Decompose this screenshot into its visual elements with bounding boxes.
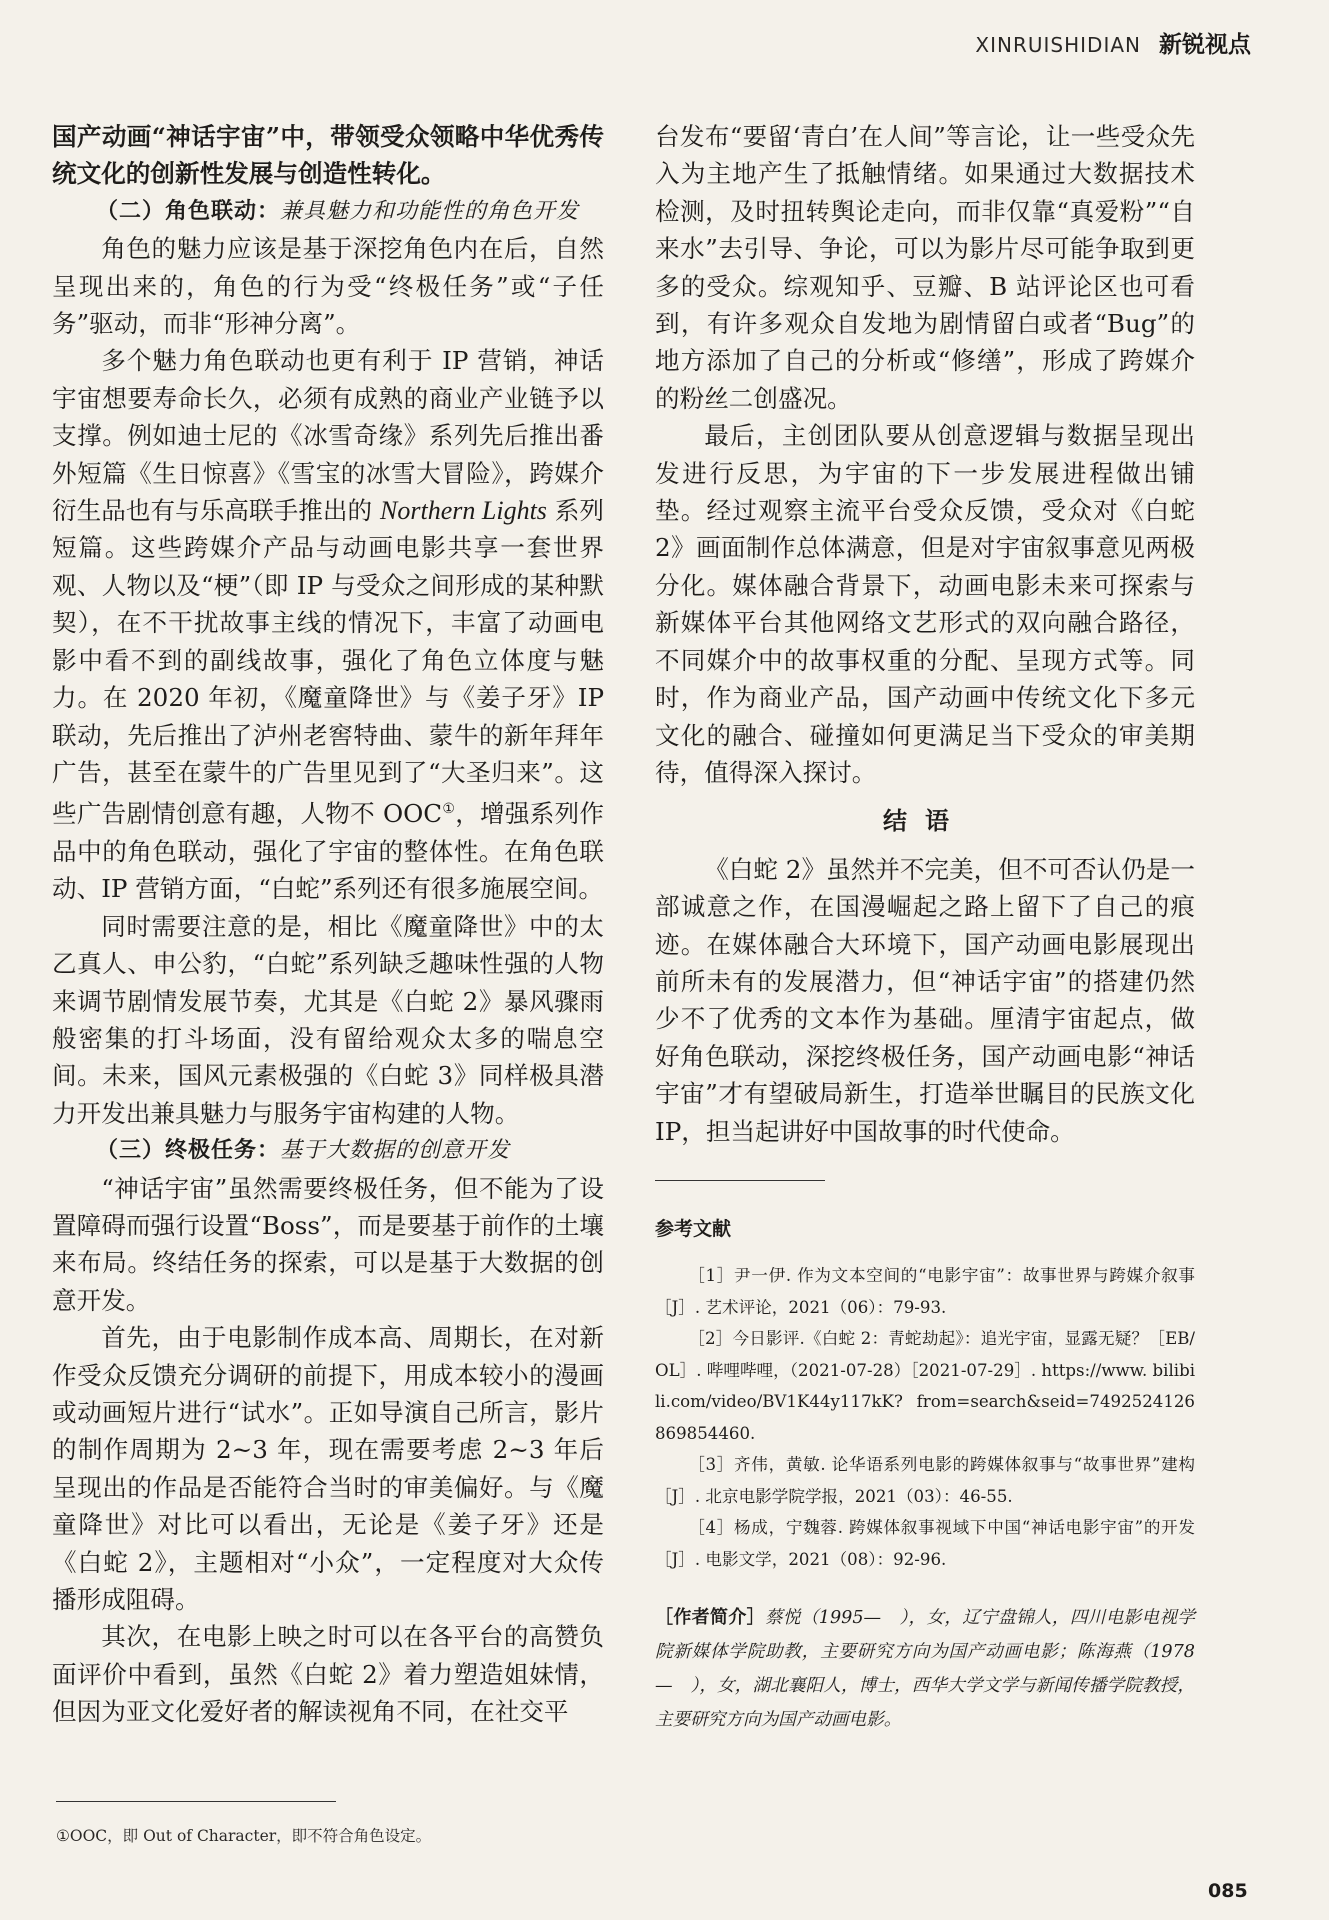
footnote-marker: ① [442,801,456,818]
reference-item: ［4］杨成，宁魏蓉. 跨媒体叙事视域下中国“神话电影宇宙”的开发［J］. 电影文学，2021（08）：92-96. [655,1518,1195,1569]
header-column-title: 新锐视点 [1159,32,1251,58]
header-pinyin: XINRUISHIDIAN [975,33,1141,57]
footnote: ①OOC，即 Out of Character，即不符合角色设定。 [56,1827,432,1845]
references-divider [655,1180,825,1181]
subheading-character-linkage [52,193,604,230]
subheading-ultimate-task [52,1132,604,1169]
subheading-text: 兼具魅力和功能性的角色开发 [280,198,580,224]
italic-title: Northern Lights [380,496,547,526]
paragraph: 台发布“要留‘青白’在人间”等言论，让一些受众先入为主地产生了抵触情绪。如果通过大数据技术检测，及时扭转舆论走向，而非仅靠“真爱粉”“自来水”去引导、争论，可以为影片尽可能争取到更多的受众。综观知乎、豆瓣、B 站评论区也可看到，有许多观众自发地为剧情留白或者“Bug”的地方添加了自己的分析或“修缮”，形成了跨媒介的粉丝二创盛况。 [655,122,1195,413]
author-bio [655,1601,1195,1737]
paragraph: 其次，在电影上映之时可以在各平台的高赞负面评价中看到，虽然《白蛇 2》着力塑造姐妹情，但因为亚文化爱好者的解读视角不同，在社交平 [52,1622,604,1727]
right-column [655,118,1195,1737]
paragraph: 首先，由于电影制作成本高、周期长，在对新作受众反馈充分调研的前提下，用成本较小的漫画或动画短片进行“试水”。正如导演自己所言，影片的制作周期为 2~3 年，现在需要考虑 2~3 年后呈现出的作品是否能符合当时的审美偏好。与《魔童降世》对比可以看出，无论是《姜子牙》还是《白蛇 2》，主题相对“小众”，一定程度对大众传播形成阻碍。 [52,1323,604,1615]
references-title: 参考文献 [655,1217,732,1240]
paragraph: 同时需要注意的是，相比《魔童降世》中的太乙真人、申公豹，“白蛇”系列缺乏趣味性强的人物来调节剧情发展节奏，尤其是《白蛇 2》暴风骤雨般密集的打斗场面，没有留给观众太多的喘息空间。未来，国风元素极强的《白蛇 3》同样极具潜力开发出兼具魅力与服务宇宙构建的人物。 [52,911,604,1128]
subheading-label: （三）终极任务： [96,1138,281,1164]
running-header [975,26,1251,59]
text-run: 系列短篇。这些跨媒介产品与动画电影共享一套世界观、人物以及“梗”（即 IP 与受众之间形成的某种默契），在不干扰故事主线的情况下，丰富了动画电影中看不到的副线故事，强化了角色立体度与魅力。在 2020 年初，《魔童降世》与《姜子牙》IP 联动，先后推出了泸州老窖特曲、蒙牛的新年拜年广告，甚至在蒙牛的广告里见到了“大圣归来”。这些广告剧情创意有趣，人物不 OOC [52,496,604,829]
text-run: ，增强系列作品中的角色联动，强化了宇宙的整体性。在角色联动、IP 营销方面，“白蛇”系列还有很多施展空间。 [52,799,604,904]
page-number: 085 [1208,1880,1248,1902]
subheading-label: （二）角色联动： [96,198,281,224]
paragraph-ip-marketing [52,342,604,907]
paragraph: 角色的魅力应该是基于深挖角色内在后，自然呈现出来的，角色的行为受“终极任务”或“子任务”驱动，而非“形神分离”。 [52,234,604,339]
footnote-divider [56,1801,336,1802]
reference-item: ［1］尹一伊. 作为文本空间的“电影宇宙”：故事世界与跨媒介叙事［J］. 艺术评论，2021（06）：79-93. [655,1266,1195,1317]
subheading-text: 基于大数据的创意开发 [280,1138,511,1164]
section-title-conclusion: 结语 [883,807,967,836]
paragraph: 《白蛇 2》虽然并不完美，但不可否认仍是一部诚意之作，在国漫崛起之路上留下了自己的痕迹。在媒体融合大环境下，国产动画电影展现出前所未有的发展潜力，但“神话宇宙”的搭建仍然少不了优秀的文本作为基础。厘清宇宙起点，做好角色联动，深挖终极任务，国产动画电影“神话宇宙”才有望破局新生，打造举世瞩目的民族文化 IP，担当起讲好中国故事的时代使命。 [655,854,1195,1146]
left-column [52,118,604,1731]
reference-item: ［3］齐伟，黄敏. 论华语系列电影的跨媒体叙事与“故事世界”建构［J］. 北京电影学院学报，2021（03）：46-55. [655,1455,1195,1506]
text-run: 多个魅力角色联动也更有利于 IP 营销，神话宇宙想要寿命长久，必须有成熟的商业产业链予以支撑。例如迪士尼的《冰雪奇缘》系列先后推出番外短篇《生日惊喜》《雪宝的冰雪大冒险》，跨媒介衍生品也有与乐高联手推出的 [52,346,604,526]
author-bio-text: 蔡悦（1995— ），女，辽宁盘锦人，四川电影电视学院新媒体学院助教，主要研究方向为国产动画电影；陈海燕（1978— ），女，湖北襄阳人，博士，西华大学文学与新闻传播学院教授，主要研究方向为国产动画电影。 [655,1608,1196,1731]
reference-item: ［2］今日影评.《白蛇 2：青蛇劫起》：追光宇宙，显露无疑？［EB/OL］. 哔哩哔哩，（2021-07-28）［2021-07-29］. https://www. bilibili.com/video/BV1K44y117kK? from=search&seid=7492524126869854460. [655,1329,1196,1443]
paragraph: 最后，主创团队要从创意逻辑与数据呈现出发进行反思，为宇宙的下一步发展进程做出铺垫。经过观察主流平台受众反馈，受众对《白蛇 2》画面制作总体满意，但是对宇宙叙事意见两极分化。媒体融合背景下，动画电影未来可探索与新媒体平台其他网络文艺形式的双向融合路径，不同媒介中的故事权重的分配、呈现方式等。同时，作为商业产品，国产动画中传统文化下多元文化的融合、碰撞如何更满足当下受众的审美期待，值得深入探讨。 [655,421,1195,787]
paragraph: “神话宇宙”虽然需要终极任务，但不能为了设置障碍而强行设置“Boss”，而是要基于前作的土壤来布局。终结任务的探索，可以是基于大数据的创意开发。 [52,1173,604,1315]
paragraph: 国产动画“神话宇宙”中，带领受众领略中华优秀传统文化的创新性发展与创造性转化。 [52,122,604,189]
author-bio-label: ［作者简介］ [655,1607,765,1629]
